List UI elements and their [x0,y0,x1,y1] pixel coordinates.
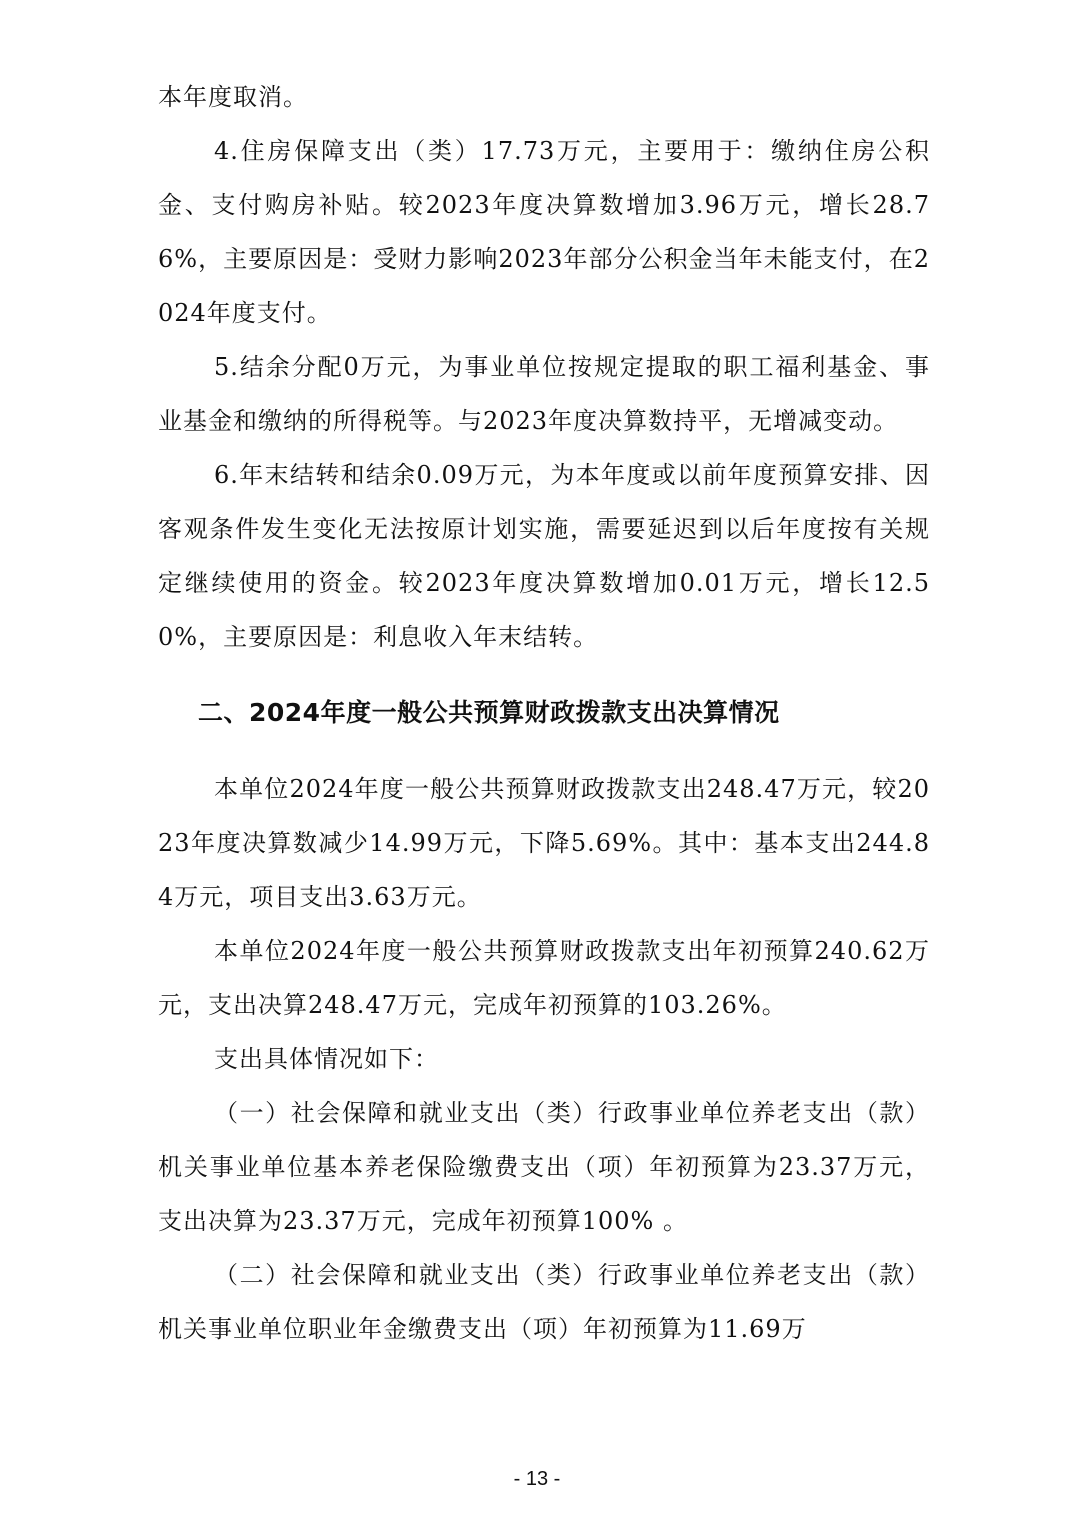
paragraph-housing-expenditure: 4.住房保障支出（类）17.73万元，主要用于：缴纳住房公积金、支付购房补贴。较2023年度决算数增加3.96万元，增长28.76%，主要原因是：受财力影响2023年部分公积金当年未能支付，在2024年度支付。 [158,137,930,327]
paragraph-item-one: （一）社会保障和就业支出（类）行政事业单位养老支出（款）机关事业单位基本养老保险缴费支出（项）年初预算为23.37万元，支出决算为23.37万元，完成年初预算100% 。 [158,1099,930,1235]
paragraph-total-expenditure: 本单位2024年度一般公共预算财政拨款支出248.47万元，较2023年度决算数减少14.99万元，下降5.69%。其中：基本支出244.84万元，项目支出3.63万元。 [158,775,930,911]
page-number: - 13 - [513,1468,561,1490]
paragraph-continuation: 本年度取消。 [158,83,308,111]
paragraph-surplus-distribution: 5.结余分配0万元，为事业单位按规定提取的职工福利基金、事业基金和缴纳的所得税等。与2023年度决算数持平，无增减变动。 [158,353,930,435]
document-body [158,70,930,1356]
section-heading: 二、2024年度一般公共预算财政拨款支出决算情况 [198,698,780,727]
paragraph-details-intro: 支出具体情况如下： [214,1045,439,1073]
paragraph-budget-completion: 本单位2024年度一般公共预算财政拨款支出年初预算240.62万元，支出决算248.47万元，完成年初预算的103.26%。 [158,937,930,1019]
paragraph-year-end-balance: 6.年末结转和结余0.09万元，为本年度或以前年度预算安排、因客观条件发生变化无法按原计划实施，需要延迟到以后年度按有关规定继续使用的资金。较2023年度决算数增加0.01万元，增长12.50%，主要原因是：利息收入年末结转。 [158,461,930,651]
paragraph-item-two: （二）社会保障和就业支出（类）行政事业单位养老支出（款）机关事业单位职业年金缴费支出（项）年初预算为11.69万 [158,1261,930,1343]
